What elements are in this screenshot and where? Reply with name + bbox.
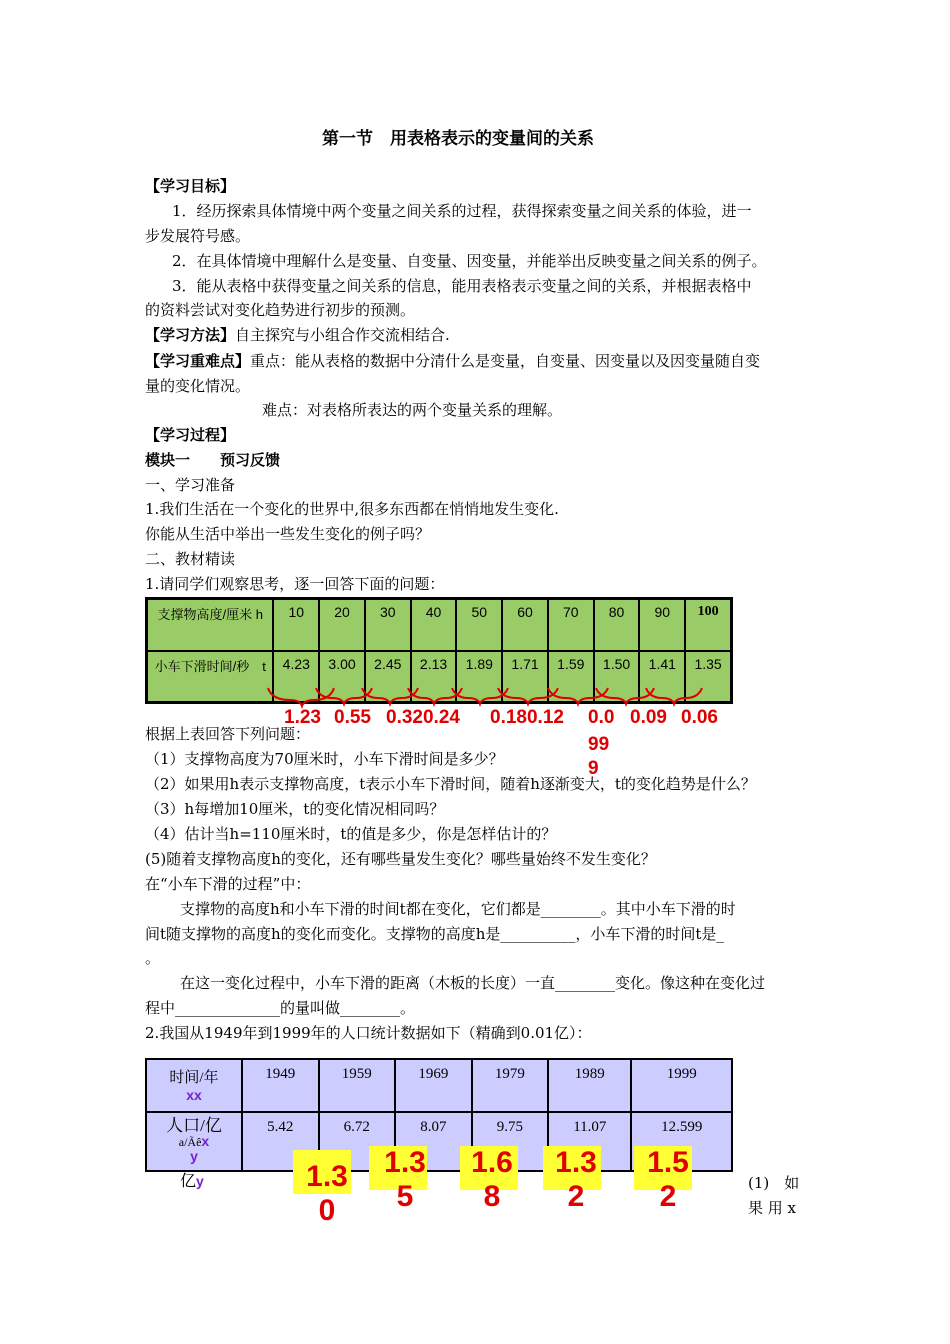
difference-label: 0.55 <box>334 707 371 728</box>
question-line: （3）h每增加10厘米，t的变化情况相同吗？ <box>145 800 445 818</box>
year-header: 时间/年 <box>169 1070 219 1086</box>
table-cell: 80 <box>594 599 640 651</box>
table-cell: 6.72 <box>319 1112 396 1171</box>
answer-intro: 根据上表回答下列问题： <box>145 725 311 743</box>
table-cell: 8.07 <box>395 1112 472 1171</box>
difference-label: 0.320.24 <box>386 707 460 728</box>
difference-label: 0.180.12 <box>490 707 564 728</box>
garbled-annotation: a/Ãê <box>178 1135 202 1149</box>
key-label: 【学习重难点】 <box>145 352 251 370</box>
table-cell: 1979 <box>472 1059 549 1112</box>
table-cell: 30 <box>365 599 411 651</box>
prep-heading: 一、学习准备 <box>145 476 236 494</box>
process-heading: 【学习过程】 <box>145 426 236 444</box>
process-intro: 在“小车下滑的过程”中： <box>145 875 311 893</box>
question-intro: 1.请同学们观察思考，逐一回答下面的问题： <box>145 575 445 593</box>
table-cell: 1989 <box>548 1059 631 1112</box>
table-cell: 12.599 <box>631 1112 732 1171</box>
difference-label: 0.09 <box>630 707 667 728</box>
table-cell: 60 <box>502 599 548 651</box>
difference-label: 1.3 0 <box>306 1160 348 1227</box>
question-line: （4）估计当h=110厘米时，t的值是多少，你是怎样估计的？ <box>145 825 557 843</box>
y-annotation: y <box>196 1173 204 1189</box>
yi-label: 亿 <box>180 1171 197 1190</box>
table-cell: 1.89 <box>456 651 502 703</box>
table-cell: 90 <box>639 599 685 651</box>
table-cell: 70 <box>548 599 594 651</box>
key-line-2: 量的变化情况。 <box>145 377 251 395</box>
question-intro-2: 2.我国从1949年到1999年的人口统计数据如下（精确到0.01亿）： <box>145 1024 592 1042</box>
table-cell: 11.07 <box>548 1112 631 1171</box>
table-cell: 50 <box>456 599 502 651</box>
difference-label: 1.23 <box>284 707 321 728</box>
difference-label: 1.3 2 <box>555 1146 597 1213</box>
module-heading: 模块一 预习反馈 <box>145 451 281 469</box>
table-cell: 1969 <box>395 1059 472 1112</box>
table-cell: 1.50 <box>594 651 640 703</box>
table-header-cell: 小车下滑时间/秒 t <box>147 651 274 703</box>
read-heading: 二、教材精读 <box>145 550 236 568</box>
side-text: 果 用 x <box>748 1199 796 1217</box>
fill-blank-line: 间t随支撑物的高度h的变化而变化。支撑物的高度h是__________，小车下滑的时间t是_ <box>145 925 724 943</box>
table-cell: 3.00 <box>319 651 365 703</box>
objective-line: 步发展符号感。 <box>145 227 251 245</box>
prep-line: 你能从生活中举出一些发生变化的例子吗？ <box>145 525 431 543</box>
table-cell: 5.42 <box>242 1112 319 1171</box>
difference-label: 1.6 8 <box>471 1146 513 1213</box>
difference-label: 9 <box>588 758 599 779</box>
table-cell: 10 <box>273 599 319 651</box>
side-text: (1) 如 <box>748 1174 800 1192</box>
question-line: （2）如果用h表示支撑物高度，t表示小车下滑时间，随着h逐渐变大，t的变化趋势是什么？ <box>145 775 756 793</box>
objective-line: 3．能从表格中获得变量之间关系的信息，能用表格表示变量之间的关系，并根据表格中 <box>172 277 752 295</box>
difference-label: 0.06 <box>681 707 718 728</box>
table-cell: 100 <box>685 599 731 651</box>
difficult-line: 难点：对表格所表达的两个变量关系的理解。 <box>262 401 563 419</box>
fill-blank-line: 支撑物的高度h和小车下滑的时间t都在变化，它们都是________。其中小车下滑的时 <box>180 900 736 918</box>
table-cell: 1949 <box>242 1059 319 1112</box>
difference-label: 99 <box>588 734 610 755</box>
table-cell: 1959 <box>319 1059 396 1112</box>
table-header-cell <box>146 1112 242 1171</box>
table-cell: 1.59 <box>548 651 594 703</box>
key-text: 重点：能从表格的数据中分清什么是变量，自变量、因变量以及因变量随自变 <box>250 352 761 370</box>
question-line: (5)随着支撑物高度h的变化，还有哪些量发生变化？哪些量始终不发生变化？ <box>145 850 656 868</box>
objective-line: 2．在具体情境中理解什么是变量、自变量、因变量，并能举出反映变量之间关系的例子。 <box>172 252 767 270</box>
page-title: 第一节 用表格表示的变量间的关系 <box>322 129 594 149</box>
table-cell: 1.41 <box>639 651 685 703</box>
table-row <box>146 1059 732 1112</box>
table-cell: 9.75 <box>472 1112 549 1171</box>
objective-line: 的资料尝试对变化趋势进行初步的预测。 <box>145 301 416 319</box>
table-header-cell <box>146 1059 242 1112</box>
table-cell: 1.71 <box>502 651 548 703</box>
table-cell: 2.45 <box>365 651 411 703</box>
table-cell: 20 <box>319 599 365 651</box>
y-annotation: y <box>190 1148 198 1164</box>
table-cell: 4.23 <box>273 651 319 703</box>
table-header-cell: 支撑物高度/厘米 h <box>147 599 274 651</box>
question-line: （1）支撑物高度为70厘米时，小车下滑时间是多少？ <box>145 750 504 768</box>
fill-blank-line: 。 <box>145 949 161 967</box>
difference-label: 1.3 5 <box>384 1146 426 1213</box>
yi-label-line <box>180 1170 204 1192</box>
table-cell: 40 <box>411 599 457 651</box>
table-cell: 1.35 <box>685 651 731 703</box>
fill-blank-line: 程中______________的量叫做________。 <box>145 999 416 1017</box>
prep-line: 1.我们生活在一个变化的世界中,很多东西都在悄悄地发生变化. <box>145 500 559 518</box>
difference-label: 1.5 2 <box>647 1146 689 1213</box>
method-text: 自主探究与小组合作交流相结合. <box>235 326 450 344</box>
objective-line: 1．经历探索具体情境中两个变量之间关系的过程，获得探索变量之间关系的体验，进一 <box>172 202 752 220</box>
table-cell: 1999 <box>631 1059 732 1112</box>
difference-label: 0.0 <box>588 707 615 728</box>
x-annotation: x <box>201 1133 210 1149</box>
population-header: 人口/亿 <box>166 1116 222 1135</box>
table-cell: 2.13 <box>411 651 457 703</box>
objectives-heading: 【学习目标】 <box>145 177 236 195</box>
fill-blank-line: 在这一变化过程中，小车下滑的距离（木板的长度）一直________变化。像这种在变化过 <box>180 974 766 992</box>
method-label: 【学习方法】 <box>145 326 236 344</box>
xx-annotation: xx <box>186 1087 202 1103</box>
